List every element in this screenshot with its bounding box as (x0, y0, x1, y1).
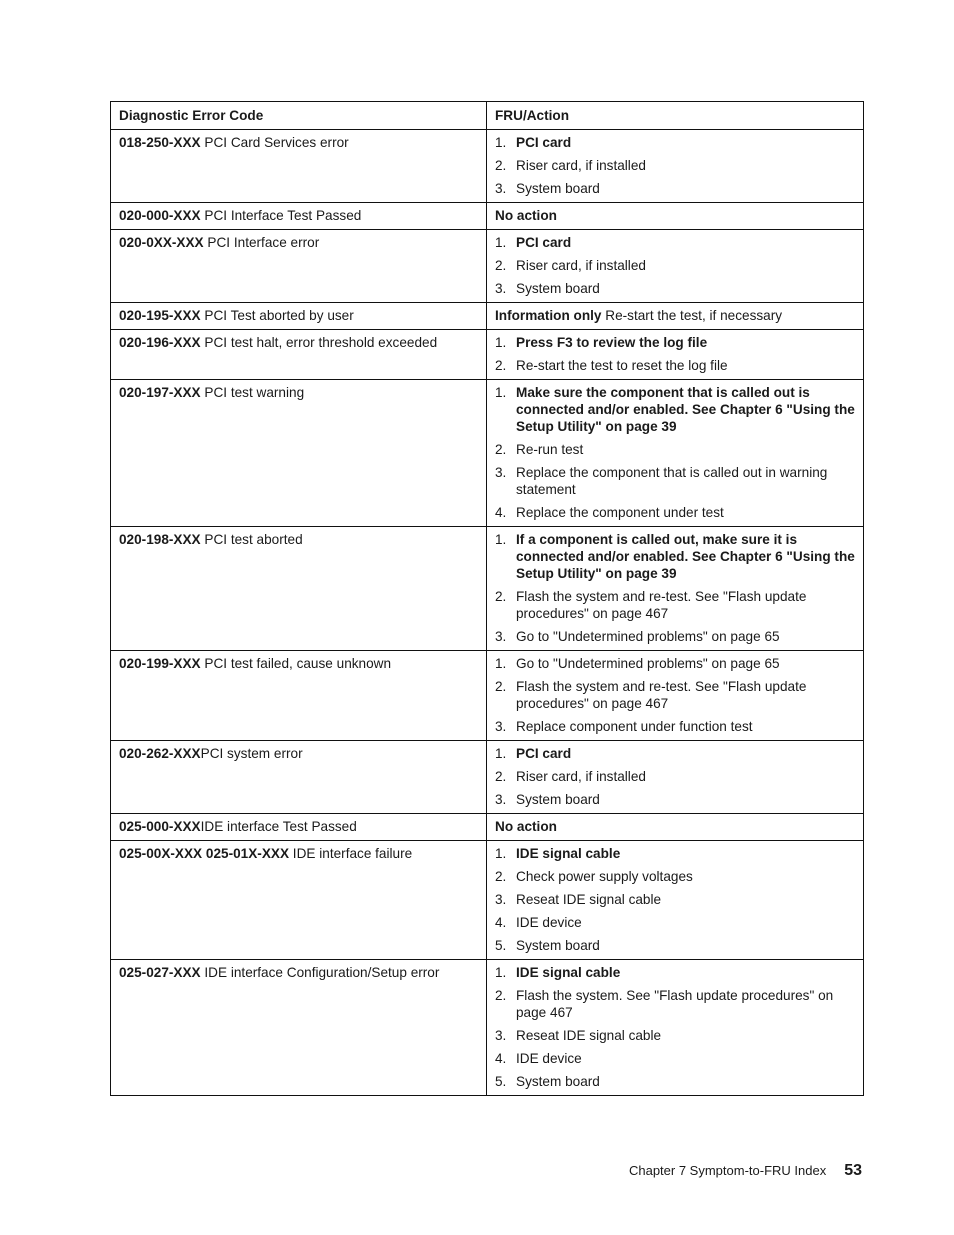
error-code: 020-196-XXX (119, 335, 201, 350)
action-item (495, 464, 855, 498)
action-item (495, 987, 855, 1021)
action-number: 3. (495, 629, 507, 644)
action-item (495, 157, 855, 174)
action-item (495, 280, 855, 297)
action-text: Replace the component under test (516, 505, 724, 520)
action-item (495, 718, 855, 735)
error-description: IDE interface failure (289, 846, 413, 861)
action-list (495, 531, 855, 645)
error-code-cell (111, 230, 487, 303)
action-number: 3. (495, 181, 507, 196)
action-note: Re-start the test, if necessary (601, 308, 783, 323)
action-text: Go to "Undetermined problems" on page 65 (516, 629, 780, 644)
table-row (111, 130, 864, 203)
action-item (495, 384, 855, 435)
error-description: PCI test halt, error threshold exceeded (200, 335, 438, 350)
action-item (495, 745, 855, 762)
action-text: IDE device (516, 1051, 582, 1066)
action-item (495, 891, 855, 908)
action-item (495, 655, 855, 672)
fru-action-cell (487, 814, 864, 841)
action-number: 2. (495, 258, 507, 273)
action-text: Reseat IDE signal cable (516, 1028, 662, 1043)
action-number: 5. (495, 1074, 507, 1089)
action-text: PCI card (516, 746, 572, 761)
fru-action-cell (487, 303, 864, 330)
action-item (495, 937, 855, 954)
action-item (495, 1073, 855, 1090)
action-text: Make sure the component that is called out is connected and/or enabled. See Chapter 6 "Using the Setup Utility" on page 39 (516, 385, 855, 434)
action-item (495, 441, 855, 458)
action-number: 1. (495, 385, 507, 400)
action-item (495, 180, 855, 197)
column-header-code: Diagnostic Error Code (111, 102, 487, 130)
action-label: Information only (495, 308, 602, 323)
action-list (495, 845, 855, 954)
action-item (495, 357, 855, 374)
footer-chapter-title: Chapter 7 Symptom-to-FRU Index (628, 1163, 827, 1178)
error-description: PCI Test aborted by user (200, 308, 354, 323)
action-number: 2. (495, 158, 507, 173)
action-number: 4. (495, 1051, 507, 1066)
error-code: 020-0XX-XXX (119, 235, 204, 250)
error-code: 020-000-XXX (119, 208, 201, 223)
action-text: Re-run test (516, 442, 584, 457)
error-code-cell (111, 303, 487, 330)
page-number: 53 (844, 1162, 862, 1179)
action-number: 1. (495, 135, 507, 150)
action-item (495, 531, 855, 582)
error-code: 020-195-XXX (119, 308, 201, 323)
action-text: Replace the component that is called out in warning statement (516, 465, 828, 497)
diagnostic-error-table (110, 101, 864, 1096)
action-item (495, 257, 855, 274)
table-row (111, 814, 864, 841)
action-number: 4. (495, 505, 507, 520)
action-text: System board (516, 938, 600, 953)
fru-action-cell (487, 651, 864, 741)
action-item (495, 134, 855, 151)
action-item (495, 1027, 855, 1044)
action-text: Flash the system and re-test. See "Flash update procedures" on page 467 (516, 589, 807, 621)
action-text: IDE device (516, 915, 582, 930)
table-row (111, 960, 864, 1096)
error-code: 025-000-XXX (119, 819, 201, 834)
action-list (495, 134, 855, 197)
table-row (111, 230, 864, 303)
error-code: 020-199-XXX (119, 656, 201, 671)
action-number: 1. (495, 335, 507, 350)
error-code: 018-250-XXX (119, 135, 201, 150)
table-row (111, 203, 864, 230)
fru-action-cell (487, 380, 864, 527)
action-list (495, 655, 855, 735)
action-number: 1. (495, 965, 507, 980)
action-label: No action (495, 208, 557, 223)
action-number: 1. (495, 846, 507, 861)
error-code-cell (111, 960, 487, 1096)
action-number: 1. (495, 235, 507, 250)
action-number: 1. (495, 746, 507, 761)
action-text: System board (516, 792, 600, 807)
error-code: 020-197-XXX (119, 385, 201, 400)
action-number: 2. (495, 769, 507, 784)
action-number: 2. (495, 679, 507, 694)
action-text: System board (516, 181, 600, 196)
error-code-cell (111, 741, 487, 814)
fru-action-cell (487, 230, 864, 303)
fru-action-cell (487, 130, 864, 203)
error-code-cell (111, 330, 487, 380)
action-text: Riser card, if installed (516, 769, 646, 784)
error-description: IDE interface Configuration/Setup error (200, 965, 440, 980)
action-list (495, 334, 855, 374)
action-item (495, 1050, 855, 1067)
action-text: IDE signal cable (516, 965, 621, 980)
action-list (495, 384, 855, 521)
action-number: 3. (495, 465, 507, 480)
error-code-cell (111, 203, 487, 230)
action-number: 3. (495, 1028, 507, 1043)
action-list (495, 745, 855, 808)
error-description: PCI test aborted (200, 532, 303, 547)
table-row (111, 527, 864, 651)
action-item (495, 678, 855, 712)
action-text: Flash the system and re-test. See "Flash update procedures" on page 467 (516, 679, 807, 711)
action-list (495, 964, 855, 1090)
action-number: 3. (495, 792, 507, 807)
fru-action-cell (487, 741, 864, 814)
action-text: PCI card (516, 135, 572, 150)
action-item (495, 234, 855, 251)
fru-action-cell (487, 203, 864, 230)
error-description: PCI test warning (200, 385, 305, 400)
action-text: PCI card (516, 235, 572, 250)
action-text: Reseat IDE signal cable (516, 892, 662, 907)
fru-action-cell (487, 527, 864, 651)
action-text: Riser card, if installed (516, 258, 646, 273)
error-code-cell (111, 527, 487, 651)
fru-action-cell (487, 841, 864, 960)
action-item (495, 868, 855, 885)
action-item (495, 914, 855, 931)
error-code: 025-00X-XXX 025-01X-XXX (119, 846, 290, 861)
action-number: 4. (495, 915, 507, 930)
error-description: PCI Interface Test Passed (200, 208, 362, 223)
error-description: PCI system error (200, 746, 303, 761)
page-footer (629, 1162, 862, 1180)
action-number: 2. (495, 358, 507, 373)
action-text: System board (516, 281, 600, 296)
action-number: 3. (495, 892, 507, 907)
table-row (111, 330, 864, 380)
error-code: 020-262-XXX (119, 746, 201, 761)
action-text: IDE signal cable (516, 846, 621, 861)
action-text: Riser card, if installed (516, 158, 646, 173)
action-item (495, 791, 855, 808)
action-number: 1. (495, 532, 507, 547)
action-number: 2. (495, 442, 507, 457)
table-row (111, 651, 864, 741)
action-item (495, 845, 855, 862)
action-text: Press F3 to review the log file (516, 335, 708, 350)
action-item (495, 588, 855, 622)
error-description: PCI test failed, cause unknown (200, 656, 392, 671)
table-row (111, 380, 864, 527)
table-row (111, 303, 864, 330)
error-description: IDE interface Test Passed (200, 819, 357, 834)
error-code: 020-198-XXX (119, 532, 201, 547)
error-code-cell (111, 380, 487, 527)
action-item (495, 334, 855, 351)
error-description: PCI Interface error (203, 235, 320, 250)
action-item (495, 768, 855, 785)
action-number: 2. (495, 988, 507, 1003)
table-header-row (111, 102, 864, 130)
action-text: Flash the system. See "Flash update procedures" on page 467 (516, 988, 834, 1020)
action-text: If a component is called out, make sure it is connected and/or enabled. See Chapter 6 "Using the Setup Utility" on page 39 (516, 532, 855, 581)
action-text: Check power supply voltages (516, 869, 693, 884)
fru-action-cell (487, 960, 864, 1096)
action-text: System board (516, 1074, 600, 1089)
action-text: Go to "Undetermined problems" on page 65 (516, 656, 780, 671)
action-number: 3. (495, 281, 507, 296)
action-number: 5. (495, 938, 507, 953)
action-number: 2. (495, 589, 507, 604)
error-description: PCI Card Services error (200, 135, 349, 150)
action-item (495, 628, 855, 645)
action-item (495, 504, 855, 521)
action-list (495, 234, 855, 297)
error-code-cell (111, 651, 487, 741)
error-code-cell (111, 814, 487, 841)
action-number: 1. (495, 656, 507, 671)
column-header-action: FRU/Action (487, 102, 864, 130)
error-code-cell (111, 130, 487, 203)
action-text: Replace component under function test (516, 719, 753, 734)
error-code-cell (111, 841, 487, 960)
error-code: 025-027-XXX (119, 965, 201, 980)
action-number: 2. (495, 869, 507, 884)
fru-action-cell (487, 330, 864, 380)
action-text: Re-start the test to reset the log file (516, 358, 728, 373)
action-label: No action (495, 819, 557, 834)
table-body (111, 130, 864, 1096)
table-row (111, 741, 864, 814)
action-item (495, 964, 855, 981)
table-row (111, 841, 864, 960)
action-number: 3. (495, 719, 507, 734)
